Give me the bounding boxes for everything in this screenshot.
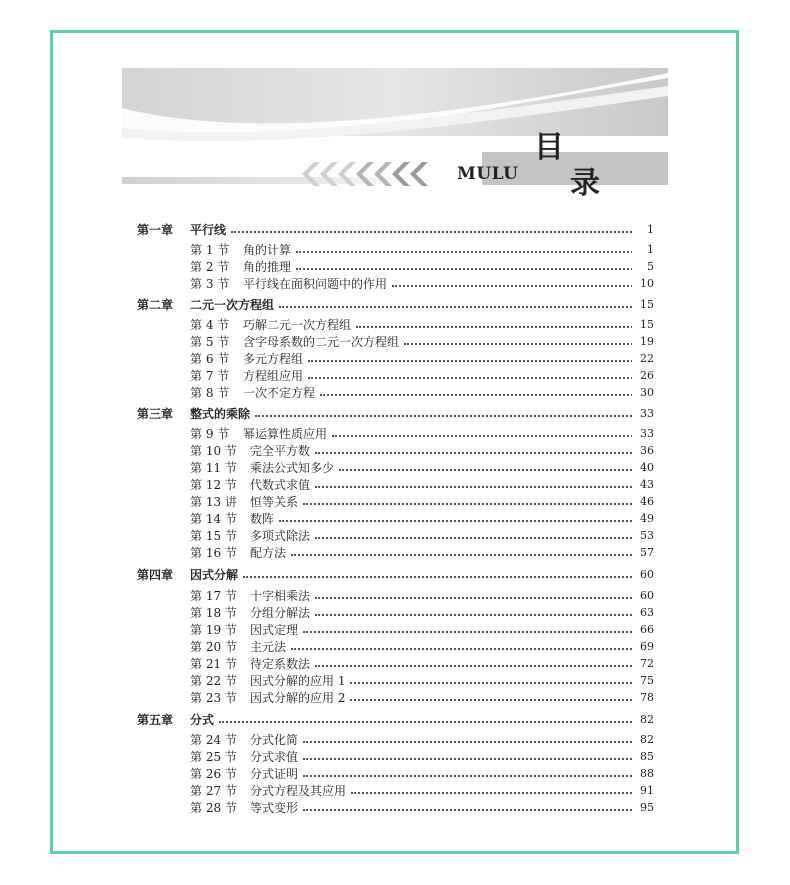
toc-section-row[interactable] — [0, 588, 790, 604]
section-number: 第 21 节 — [190, 657, 237, 671]
section-number: 第 19 节 — [190, 623, 237, 637]
section-number: 第 25 节 — [190, 750, 237, 764]
toc-section-row[interactable] — [0, 351, 790, 367]
leader-dots — [308, 360, 636, 362]
toc-section-row[interactable] — [0, 494, 790, 510]
section-title: 分式方程及其应用 — [250, 783, 349, 799]
toc-section-row[interactable] — [0, 605, 790, 621]
leader-dots — [303, 775, 636, 777]
section-number: 第 11 节 — [190, 461, 237, 475]
toc-chapter-row[interactable] — [0, 712, 790, 728]
section-title: 巧解二元一次方程组 — [243, 317, 354, 333]
section-number: 第 28 节 — [190, 801, 237, 815]
leader-dots — [308, 377, 636, 379]
page-number: 69 — [632, 639, 654, 655]
section-title: 含字母系数的二元一次方程组 — [243, 334, 402, 350]
chapter-number: 第三章 — [137, 407, 174, 421]
chapter-title: 二元一次方程组 — [190, 297, 277, 313]
page-number: 36 — [632, 443, 654, 459]
section-number: 第 16 节 — [190, 546, 237, 560]
section-number: 第 20 节 — [190, 640, 237, 654]
toc-section-row[interactable] — [0, 368, 790, 384]
toc-section-row[interactable] — [0, 259, 790, 275]
leader-dots — [255, 415, 636, 417]
section-number: 第 14 节 — [190, 512, 237, 526]
toc-section-row[interactable] — [0, 276, 790, 292]
section-number: 第 5 节 — [190, 335, 230, 349]
toc-chapter-row[interactable] — [0, 567, 790, 583]
section-number: 第 26 节 — [190, 767, 237, 781]
section-number: 第 9 节 — [190, 427, 230, 441]
leader-dots — [296, 251, 636, 253]
section-number: 第 22 节 — [190, 674, 237, 688]
toc-chapter-row[interactable] — [0, 222, 790, 238]
page-number: 85 — [632, 749, 654, 765]
mulu-label: MULU — [457, 164, 519, 184]
chapter-title: 平行线 — [190, 222, 229, 238]
page-number: 66 — [632, 622, 654, 638]
toc-chapter-row[interactable] — [0, 406, 790, 422]
section-title: 角的计算 — [243, 242, 294, 258]
leader-dots — [404, 343, 636, 345]
section-number: 第 24 节 — [190, 733, 237, 747]
page-number: 57 — [632, 545, 654, 561]
page-number: 88 — [632, 766, 654, 782]
toc-section-row[interactable] — [0, 673, 790, 689]
section-title: 方程组应用 — [243, 368, 306, 384]
section-title: 多项式除法 — [250, 528, 313, 544]
leader-dots — [279, 520, 636, 522]
section-number: 第 13 讲 — [190, 495, 237, 509]
chapter-title: 整式的乘除 — [190, 406, 253, 422]
leader-dots — [291, 648, 636, 650]
chapter-title: 因式分解 — [190, 567, 241, 583]
section-title: 幂运算性质应用 — [243, 426, 330, 442]
toc-section-row[interactable] — [0, 511, 790, 527]
chapter-number: 第五章 — [137, 713, 174, 727]
page-number: 19 — [632, 334, 654, 350]
section-title: 平行线在面积问题中的作用 — [243, 276, 390, 292]
toc-section-row[interactable] — [0, 783, 790, 799]
leader-dots — [219, 721, 636, 723]
page-number: 49 — [632, 511, 654, 527]
section-title: 乘法公式知多少 — [250, 460, 337, 476]
section-title: 分组分解法 — [250, 605, 313, 621]
section-title: 一次不定方程 — [243, 385, 318, 401]
section-number: 第 12 节 — [190, 478, 237, 492]
page-number: 10 — [632, 276, 654, 292]
page-number: 82 — [632, 712, 654, 728]
page-number: 72 — [632, 656, 654, 672]
leader-dots — [315, 665, 636, 667]
leader-dots — [243, 576, 636, 578]
toc-section-row[interactable] — [0, 477, 790, 493]
leader-dots — [392, 285, 636, 287]
section-number: 第 10 节 — [190, 444, 237, 458]
section-title: 数阵 — [250, 511, 277, 527]
section-title: 恒等关系 — [250, 494, 301, 510]
page-number: 5 — [632, 259, 654, 275]
section-title: 分式求值 — [250, 749, 301, 765]
section-number: 第 27 节 — [190, 784, 237, 798]
leader-dots — [303, 741, 636, 743]
toc-chapter-row[interactable] — [0, 297, 790, 313]
leader-dots — [315, 452, 636, 454]
toc-section-row[interactable] — [0, 800, 790, 816]
section-title: 多元方程组 — [243, 351, 306, 367]
page-number: 46 — [632, 494, 654, 510]
toc-section-row[interactable] — [0, 528, 790, 544]
leader-dots — [279, 306, 636, 308]
page-number: 1 — [632, 222, 654, 238]
toc-section-row[interactable] — [0, 690, 790, 706]
section-title: 待定系数法 — [250, 656, 313, 672]
leader-dots — [332, 435, 636, 437]
chapter-title: 分式 — [190, 712, 217, 728]
toc-section-row[interactable] — [0, 766, 790, 782]
leader-dots — [351, 792, 636, 794]
leader-dots — [303, 758, 636, 760]
leader-dots — [339, 469, 636, 471]
page-number: 15 — [632, 297, 654, 313]
section-title: 配方法 — [250, 545, 289, 561]
chapter-number: 第一章 — [137, 223, 174, 237]
leader-dots — [303, 809, 636, 811]
page-number: 78 — [632, 690, 654, 706]
leader-dots — [356, 326, 636, 328]
section-title: 十字相乘法 — [250, 588, 313, 604]
toc-section-row[interactable] — [0, 426, 790, 442]
leader-dots — [296, 268, 636, 270]
section-number: 第 8 节 — [190, 386, 230, 400]
page-number: 60 — [632, 567, 654, 583]
section-number: 第 15 节 — [190, 529, 237, 543]
toc-section-row[interactable] — [0, 460, 790, 476]
contents-title-char-2: 录 — [570, 166, 600, 201]
page-number: 40 — [632, 460, 654, 476]
leader-dots — [320, 394, 636, 396]
page-number: 75 — [632, 673, 654, 689]
page-number: 53 — [632, 528, 654, 544]
toc-section-row[interactable] — [0, 749, 790, 765]
toc-section-row[interactable] — [0, 545, 790, 561]
section-title: 代数式求值 — [250, 477, 313, 493]
page-number: 22 — [632, 351, 654, 367]
section-number: 第 1 节 — [190, 243, 230, 257]
page-number: 95 — [632, 800, 654, 816]
section-title: 分式证明 — [250, 766, 301, 782]
page-number: 30 — [632, 385, 654, 401]
page-number: 82 — [632, 732, 654, 748]
section-number: 第 4 节 — [190, 318, 230, 332]
toc-section-row[interactable] — [0, 242, 790, 258]
toc-section-row[interactable] — [0, 639, 790, 655]
section-title: 分式化简 — [250, 732, 301, 748]
chapter-number: 第二章 — [137, 298, 174, 312]
leader-dots — [315, 597, 636, 599]
page-number: 63 — [632, 605, 654, 621]
leader-dots — [291, 554, 636, 556]
section-number: 第 3 节 — [190, 277, 230, 291]
section-title: 因式定理 — [250, 622, 301, 638]
toc-section-row[interactable] — [0, 317, 790, 333]
section-title: 因式分解的应用 1 — [250, 673, 348, 689]
page-number: 1 — [632, 242, 654, 258]
toc-section-row[interactable] — [0, 656, 790, 672]
section-title: 因式分解的应用 2 — [250, 690, 348, 706]
page-number: 26 — [632, 368, 654, 384]
leader-dots — [350, 699, 636, 701]
toc-section-row[interactable] — [0, 334, 790, 350]
section-number: 第 18 节 — [190, 606, 237, 620]
section-title: 等式变形 — [250, 800, 301, 816]
page-number: 15 — [632, 317, 654, 333]
page-number: 33 — [632, 426, 654, 442]
page-number: 60 — [632, 588, 654, 604]
leader-dots — [315, 537, 636, 539]
section-number: 第 23 节 — [190, 691, 237, 705]
section-title: 主元法 — [250, 639, 289, 655]
section-title: 完全平方数 — [250, 443, 313, 459]
section-number: 第 2 节 — [190, 260, 230, 274]
leader-dots — [315, 486, 636, 488]
toc-section-row[interactable] — [0, 622, 790, 638]
toc-section-row[interactable] — [0, 385, 790, 401]
page-number: 33 — [632, 406, 654, 422]
leader-dots — [231, 231, 636, 233]
section-number: 第 17 节 — [190, 589, 237, 603]
page-number: 43 — [632, 477, 654, 493]
leader-dots — [303, 631, 636, 633]
leader-dots — [315, 614, 636, 616]
toc-section-row[interactable] — [0, 732, 790, 748]
contents-title-char-1: 目 — [534, 130, 564, 165]
section-number: 第 7 节 — [190, 369, 230, 383]
section-title: 角的推理 — [243, 259, 294, 275]
toc-section-row[interactable] — [0, 443, 790, 459]
page-number: 91 — [632, 783, 654, 799]
chapter-number: 第四章 — [137, 568, 174, 582]
leader-dots — [303, 503, 636, 505]
leader-dots — [350, 682, 636, 684]
section-number: 第 6 节 — [190, 352, 230, 366]
